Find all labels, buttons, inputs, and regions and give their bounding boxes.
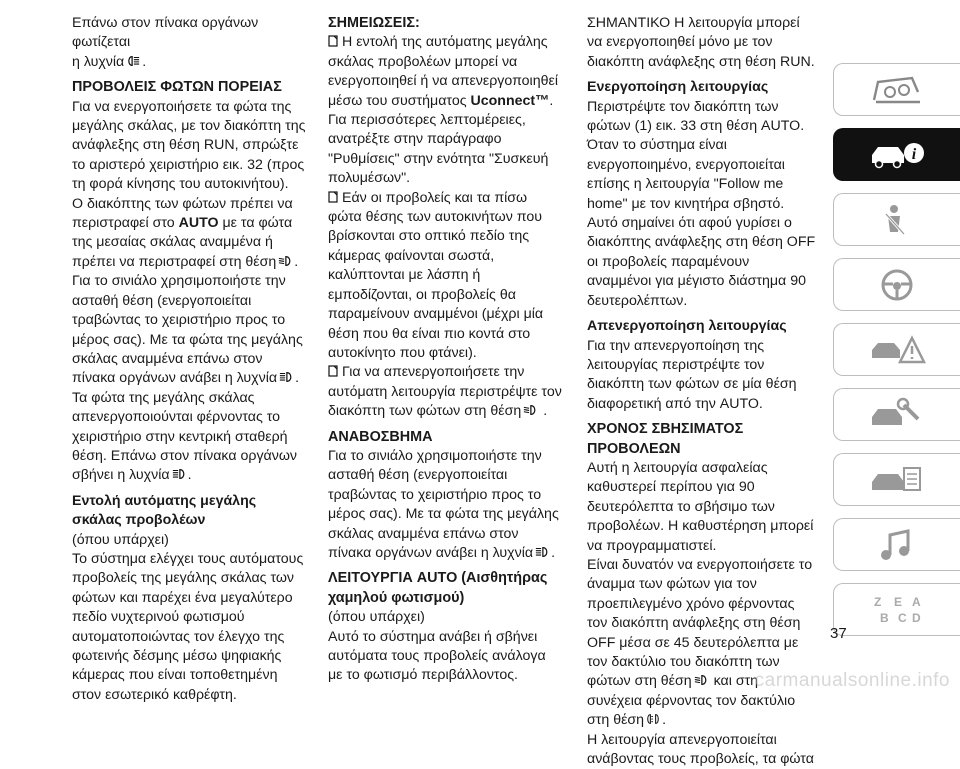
column-1 [72, 14, 308, 705]
section-heading: ΧΡΟΝΟΣ ΣΒΗΣΙΜΑΤΟΣ ΠΡΟΒΟΛΕΩΝ [587, 421, 744, 457]
subsection-heading: Ενεργοποίηση λειτουργίας [587, 79, 769, 96]
svg-text:E: E [894, 594, 903, 609]
svg-text:A: A [912, 594, 921, 609]
note-item: Για να απενεργοποιήσετε την αυτόματη λειτουργία περιστρέψτε τον διακόπτη των φώτων στη θέση . [328, 364, 562, 420]
paragraph: Για το σινιάλο χρησιμοποιήστε την ασταθή θέση (ενεργοποιείται τραβώντας το χειριστήριο προς το μέρος σας). Με τα φώτα της μεγάλης σκάλας αναμμένα επάνω στον πίνακα οργάνων ανάβει η λυχνία . [328, 447, 559, 561]
paragraph: (όπου υπάρχει) [328, 609, 425, 626]
paragraph: Για να ενεργοποιήσετε τα φώτα της μεγάλης σκάλας, με τον διακόπτη της ανάφλεξης στη θέση RUN, σπρώξτε το αριστερό χειριστήριο εικ. 32 (προς τη φορά κίνησης του αυτοκινήτου). [72, 98, 306, 193]
car-data-icon [868, 462, 926, 498]
paragraph: Αυτό το σύστημα ανάβει ή σβήνει αυτόματα τους προβολείς ανάλογα με το φωτισμό περιβάλλοντος. [328, 628, 546, 684]
low-beam-icon [523, 404, 537, 416]
column-2 [328, 14, 564, 686]
car-dashboard-icon [868, 72, 926, 108]
watermark: carmanualsonline.info [754, 670, 950, 691]
column-3 [587, 14, 817, 769]
low-beam-icon [278, 255, 292, 267]
paragraph: Είναι δυνατόν να ενεργοποιήσετε το άναμμα των φώτων για τον προεπιλεγμένο χρόνο φέρνοντας τον διακόπτη ανάφλεξης στη θέση OFF μέσα σε 45 δευτερόλεπτα με τον δακτύλιο του διακόπτη των φώτων στη θέση και στη συνέχεια φέρνοντας τον δακτύλιο στη θέση . [587, 556, 813, 729]
seat-belt-icon [868, 202, 926, 238]
high-beam-indicator-icon [279, 371, 293, 383]
note-icon [328, 191, 338, 203]
tab-maintenance[interactable] [833, 388, 960, 441]
note-icon [328, 35, 338, 47]
paragraph: Όταν το σύστημα είναι ενεργοποιημένο, ενεργοποιείται επίσης η λειτουργία "Follow me home" με τον κινητήρα σβηστό. Αυτό σημαίνει ότι αφού γυρίσει ο διακόπτης ανάφλεξης στη θέση OFF οι προβολείς παραμένουν αναμμένοι για μέγιστο διάστημα 90 δευτερολέπτων. [587, 137, 816, 309]
svg-text:B: B [880, 610, 889, 625]
paragraph: Για το σινιάλο χρησιμοποιήστε την ασταθή θέση (ενεργοποιείται τραβώντας το χειριστήριο προς το μέρος σας). Με τα φώτα της μεγάλης σκάλας αναμμένα επάνω στον πίνακα οργάνων ανάβει η λυχνία . [72, 273, 303, 387]
wrench-car-icon [868, 397, 926, 433]
high-beam-indicator-icon [126, 55, 140, 67]
tab-safety[interactable] [833, 193, 960, 246]
high-beam-indicator-icon [172, 468, 186, 480]
paragraph: (όπου υπάρχει) [72, 531, 169, 548]
section-heading: ΛΕΙΤΟΥΡΓΙΑ AUTO (Αισθητήρας χαμηλού φωτισμού) [328, 570, 548, 606]
notes-heading: ΣΗΜΕΙΩΣΕΙΣ: [328, 15, 420, 31]
paragraph: Αυτή η λειτουργία ασφαλείας καθυστερεί περίπου για 90 δευτερόλεπτα το σβήσιμο των προβολέων. Η καθυστέρηση μπορεί να προγραμματιστεί. [587, 459, 814, 554]
alphabet-index-icon [868, 592, 926, 628]
page-number: 37 [830, 625, 847, 642]
tab-emergency[interactable] [833, 323, 960, 376]
paragraph: Ο διακόπτης των φώτων πρέπει να περιστραφεί στο AUTO με τα φώτα της μεσαίας σκάλας αναμμένα ή πρέπει να περιστραφεί στη θέση . [72, 195, 299, 270]
svg-text:C: C [898, 610, 907, 625]
paragraph: ΣΗΜΑΝΤΙΚΟ Η λειτουργία μπορεί να ενεργοποιηθεί μόνο με τον διακόπτη ανάφλεξης στη θέση RUN. [587, 15, 815, 70]
tab-dashboard[interactable] [833, 63, 960, 116]
chapter-tabs [833, 63, 960, 648]
music-media-icon [868, 527, 926, 563]
svg-text:i: i [911, 145, 917, 163]
car-info-icon [868, 137, 926, 173]
paragraph: Για την απενεργοποίηση της λειτουργίας περιστρέψτε τον διακόπτη των φώτων σε μία θέση διαφορετική από την AUTO. [587, 337, 797, 412]
warning-triangle-car-icon [868, 332, 926, 368]
note-item: Η εντολή της αυτόματης μεγάλης σκάλας προβολέων μπορεί να ενεργοποιηθεί ή να απενεργοποιηθεί μέσω του συστήματος Uconnect™. Για περισσότερες λεπτομέρειες, ανατρέξτε στην παράγραφο "Ρυθμίσεις" στην ενότητα "Συσκευή πολυμέσων". [328, 34, 558, 187]
paragraph: Το σύστημα ελέγχει τους αυτόματους προβολείς της μεγάλης σκάλας των φώτων και παρέχει ένα μεγαλύτερο πεδίο νυχτερινού φωτισμού αυτοματοποιώντας τον έλεγχο της φωτεινής δέσμης μέσω ψηφιακής κάμερας που είναι τοποθετημένη στον εσωτερικό καθρέφτη. [72, 550, 304, 703]
subsection-heading: Εντολή αυτόματης μεγάλης σκάλας προβολέων [72, 492, 257, 529]
tab-starting-driving[interactable] [833, 258, 960, 311]
high-beam-indicator-icon [535, 546, 549, 558]
paragraph: Τα φώτα της μεγάλης σκάλας απενεργοποιούνται φέρνοντας το χειριστήριο στην κεντρική σταθερή θέση. Επάνω στον πίνακα οργάνων σβήνει η λυχνία . [72, 389, 298, 484]
tab-technical-data[interactable] [833, 453, 960, 506]
position-lights-icon [646, 713, 660, 725]
subsection-heading: Απενεργοποίηση λειτουργίας [587, 318, 787, 335]
tab-vehicle-info[interactable] [833, 128, 960, 181]
note-icon [328, 365, 338, 377]
note-item: Εάν οι προβολείς και τα πίσω φώτα θέσης των αυτοκινήτων που βρίσκονται στο οπτικό πεδίο της κάμερας φαίνονται σωστά, καλύπτονται με λάσπη ή εμποδίζονται, οι προβολείς θα παραμείνουν αναμμένοι (μέχρι μία θέση που θα είναι πιο κοντά στο αυτοκίνητο που φτάνει). [328, 189, 544, 361]
svg-text:Z: Z [874, 594, 882, 609]
paragraph: Επάνω στον πίνακα οργάνων φωτίζεται η λυχνία . [72, 15, 259, 70]
section-heading: ΑΝΑΒΟΣΒΗΜΑ [328, 428, 433, 445]
svg-text:D: D [912, 610, 921, 625]
steering-wheel-icon [868, 267, 926, 303]
paragraph: Περιστρέψτε τον διακόπτη των φώτων (1) εικ. 33 στη θέση AUTO. [587, 98, 805, 135]
tab-multimedia[interactable] [833, 518, 960, 571]
section-heading: ΠΡΟΒΟΛΕΙΣ ΦΩΤΩΝ ΠΟΡΕΙΑΣ [72, 79, 282, 96]
paragraph: Η λειτουργία απενεργοποιείται ανάβοντας τους προβολείς, τα φώτα [587, 731, 814, 768]
